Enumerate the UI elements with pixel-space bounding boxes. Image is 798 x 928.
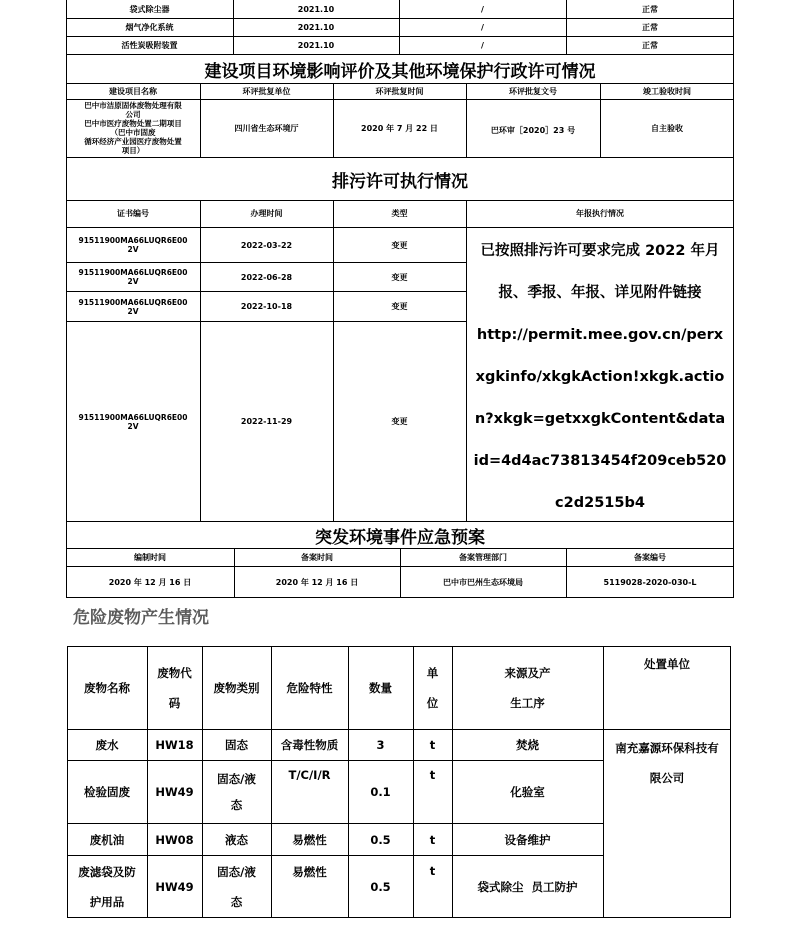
permit-header-type: 类型 [391,209,408,218]
equipment-note: / [481,22,484,32]
hazard-row-code: HW18 [155,738,194,752]
hazard-header-source-line: 生工序 [510,696,545,710]
hazard-header-unit [413,647,452,729]
permit-header-cert: 证书编号 [117,209,149,218]
hazard-header-category: 废物类别 [213,681,260,695]
equipment-note: / [481,4,484,14]
hazard-row-category-line: 态 [230,798,243,812]
eia-header-acceptance: 竣工验收时间 [643,86,691,96]
permit-cert-line: 91511900MA66LUQR6E00 [78,412,188,422]
permit-title: 排污许可执行情况 [332,171,468,192]
hazard-row-qty: 3 [376,738,385,752]
hazard-header-unit-line: 单 [426,666,439,680]
hazard-row-source: 设备维护 [504,832,551,847]
permit-cert-line: 2V [127,421,139,431]
eia-unit: 四川省生态环境厅 [234,124,299,133]
hazard-row-unit: t [429,768,436,782]
eia-doc-no: 巴环审［2020］23 号 [490,125,576,135]
emergency-header: 备案管理部门 [459,552,507,562]
permit-report-text [466,230,734,524]
permit-cert [66,322,200,521]
emergency-header: 编制时间 [134,552,166,562]
hazard-row-property: 含毒性物质 [280,738,339,752]
permit-report-line: 报、季报、年报、详见附件链接 [498,285,702,301]
eia-project-name [66,100,200,156]
hazard-header-name: 废物名称 [84,681,130,695]
permit-cert-line: 91511900MA66LUQR6E00 [78,297,188,307]
hazard-row-unit: t [429,864,436,878]
hazard-header-unit-line: 位 [426,696,439,710]
emergency-value: 巴中市巴州生态环境局 [443,578,523,587]
emergency-header: 备案时间 [301,552,333,562]
hazard-header-property: 危险特性 [286,681,333,695]
emergency-value: 2020 年 12 月 16 日 [108,578,192,587]
equipment-name: 袋式除尘器 [129,4,170,14]
permit-report-link: n?xkgk=getxxgkContent&data [474,411,726,427]
hazard-header-code [147,647,202,729]
eia-header-unit: 环评批复单位 [242,86,291,96]
eia-project-line: 巴中市洁原固体废物处理有限 [84,101,182,110]
equipment-date: 2021.10 [297,40,335,50]
hazard-row-qty: 0.1 [370,785,391,799]
permit-cert [66,263,200,291]
permit-report-line: 已按照排污许可要求完成 2022 年月 [480,243,720,259]
equipment-status: 正常 [642,22,658,32]
equipment-date: 2021.10 [297,22,335,32]
hazard-row-unit: t [429,832,436,847]
permit-report-link: xgkinfo/xkgkAction!xkgk.actio [475,369,725,385]
hazard-row-property: 易燃性 [292,865,327,879]
emergency-value: 2020 年 12 月 16 日 [275,578,359,587]
permit-date: 2022-10-18 [240,302,293,311]
hazard-row-name-line: 护用品 [89,895,125,909]
hazard-row-name: 废水 [95,738,119,752]
eia-project-line: 循环经济产业园医疗废物处置 [84,137,182,146]
hazard-row-source: 焚烧 [516,738,539,752]
hazard-row-code: HW49 [155,880,194,894]
hazard-disposal-line: 限公司 [649,771,685,785]
hazard-row-source: 化验室 [510,785,545,799]
hazard-row-code: HW49 [155,785,194,799]
hazard-title: 危险废物产生情况 [73,608,209,628]
permit-cert-line: 91511900MA66LUQR6E00 [78,268,188,277]
hazard-row-name: 废机油 [89,832,125,847]
hazard-header-code-line: 废物代 [157,666,192,680]
eia-project-line: 公司 [125,110,141,119]
hazard-row-category-line: 固态/液 [217,865,256,879]
permit-cert-line: 91511900MA66LUQR6E00 [78,236,188,245]
equipment-date: 2021.10 [297,4,335,14]
hazard-row-name [67,856,147,918]
permit-header-date: 办理时间 [250,209,283,218]
permit-type: 变更 [391,272,408,282]
hazard-header-qty: 数量 [369,681,392,695]
hazard-row-category [202,761,271,823]
hazard-row-source: 袋式除尘 员工防护 [477,880,578,894]
permit-type: 变更 [391,417,408,426]
permit-report-link: http://permit.mee.gov.cn/perx [476,327,724,343]
hazard-row-category-line: 固态/液 [217,772,256,786]
hazard-row-name-line: 废滤袋及防 [78,865,136,879]
hazard-header-disposal: 处置单位 [644,657,690,671]
hazard-row-qty: 0.5 [370,880,391,894]
eia-header-project: 建设项目名称 [109,86,157,96]
eia-acceptance: 自主验收 [651,124,683,133]
eia-project-line: 巴中市医疗废物处置二期项目 [84,119,182,128]
permit-date: 2022-03-22 [240,240,293,250]
permit-date: 2022-11-29 [240,417,293,426]
permit-type: 变更 [391,302,408,311]
eia-header-docno: 环评批复文号 [509,86,557,96]
hazard-row-unit: t [429,738,436,752]
equipment-name: 活性炭吸附装置 [121,40,178,50]
hazard-row-category-line: 态 [230,895,243,909]
eia-header-date: 环评批复时间 [375,86,424,96]
permit-cert [66,228,200,262]
hazard-row-category: 固态 [225,738,248,752]
permit-date: 2022-06-28 [240,272,293,282]
permit-cert-line: 2V [127,245,139,254]
hazard-row-code: HW08 [155,832,194,847]
hazard-header-code-line: 码 [168,696,181,710]
emergency-header: 备案编号 [634,552,666,562]
hazard-row-qty: 0.5 [370,832,391,847]
emergency-title: 突发环境事件应急预案 [315,527,485,548]
hazard-row-name: 检验固废 [84,785,130,799]
eia-date: 2020 年 7 月 22 日 [361,124,438,133]
permit-report-link: c2d2515b4 [555,495,645,511]
hazard-row-category [202,856,271,918]
eia-project-line: 项目） [121,146,145,155]
hazard-header-source [452,647,603,729]
equipment-status: 正常 [642,4,658,14]
hazard-row-category: 液态 [225,832,248,847]
permit-cert-line: 2V [127,306,139,316]
permit-report-link: id=4d4ac73813454f209ceb520 [473,453,727,469]
eia-title: 建设项目环境影响评价及其他环境保护行政许可情况 [204,61,596,82]
equipment-status: 正常 [642,40,658,50]
equipment-name: 烟气净化系统 [125,22,174,32]
eia-project-line: （巴中市固废 [110,128,156,137]
hazard-disposal-line: 南充嘉源环保科技有 [615,741,719,755]
permit-header-report: 年报执行情况 [576,209,624,218]
equipment-note: / [481,40,484,50]
hazard-row-property: 易燃性 [292,832,327,847]
permit-cert [66,292,200,321]
permit-cert-line: 2V [127,277,139,286]
hazard-disposal-unit [603,733,731,793]
hazard-row-property: T/C/I/R [288,768,331,782]
hazard-header-source-line: 来源及产 [504,666,551,680]
permit-type: 变更 [391,240,408,250]
emergency-value: 5119028-2020-030-L [603,578,697,587]
